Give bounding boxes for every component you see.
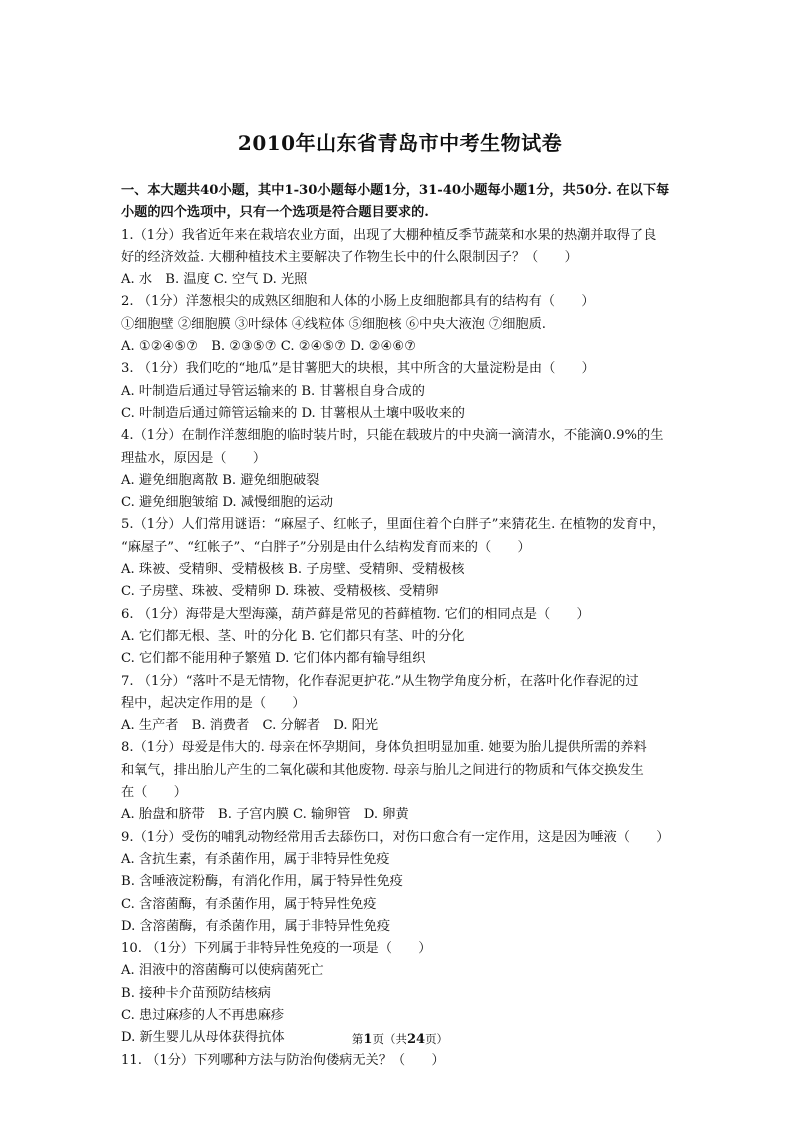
text-line: C. 它们都不能用种子繁殖 D. 它们体内都有输导组织 — [121, 651, 426, 667]
footer-total-pages: 24 — [406, 1032, 426, 1047]
text-line: A. 它们都无根、茎、叶的分化 B. 它们都只有茎、叶的分化 — [121, 628, 465, 644]
footer-middle: 页（共 — [372, 1032, 407, 1046]
text-line: C. 子房壁、珠被、受精卵 D. 珠被、受精极核、受精卵 — [121, 584, 439, 600]
text-line: B. 含唾液淀粉酶，有消化作用，属于特异性免疫 — [121, 874, 403, 890]
text-line: C. 避免细胞皱缩 D. 减慢细胞的运动 — [121, 495, 334, 511]
text-line: D. 新生婴儿从母体获得抗体 — [121, 1030, 285, 1046]
text-line: C. 患过麻疹的人不再患麻疹 — [121, 1007, 285, 1023]
text-line: A. 胎盘和脐带 B. 子宫内膜 C. 输卵管 D. 卵黄 — [121, 807, 409, 823]
text-line: A. ①②④⑤⑦ B. ②③⑤⑦ C. ②④⑤⑦ D. ②④⑥⑦ — [121, 339, 417, 355]
text-line: 4.（1分）在制作洋葱细胞的临时装片时，只能在载玻片的中央滴一滴清水，不能滴0.9%的生 — [121, 428, 664, 444]
text-line: 5.（1分）人们常用谜语：“麻屋子、红帐子，里面住着个白胖子”来猜花生. 在植物的发育中， — [121, 517, 665, 533]
text-line: 2. （1分）洋葱根尖的成熟区细胞和人体的小肠上皮细胞都具有的结构有（ ） — [121, 294, 595, 310]
footer-prefix: 第 — [351, 1032, 364, 1046]
text-line: A. 珠被、受精卵、受精极核 B. 子房壁、受精卵、受精极核 — [121, 562, 465, 578]
text-line: 9.（1分）受伤的哺乳动物经常用舌去舔伤口，对伤口愈合有一定作用，这是因为唾液（ ） — [121, 829, 670, 845]
page-footer — [0, 1031, 800, 1047]
page-title: 2010年山东省青岛市中考生物试卷 — [237, 131, 563, 155]
text-line: 3. （1分）我们吃的“地瓜”是甘薯肥大的块根，其中所含的大量淀粉是由（ ） — [121, 361, 595, 377]
text-line: A. 避免细胞离散 B. 避免细胞破裂 — [121, 472, 320, 488]
text-line: 11. （1分）下列哪种方法与防治佝偻病无关？（ ） — [121, 1052, 445, 1068]
text-line: 在（ ） — [121, 785, 187, 801]
question-body — [121, 180, 691, 1072]
text-line: B. 接种卡介苗预防结核病 — [121, 985, 271, 1001]
text-line: A. 含抗生素，有杀菌作用，属于非特异性免疫 — [121, 851, 390, 867]
section-heading-line: 一、本大题共40小题，其中1-30小题每小题1分，31-40小题每小题1分，共50分. 在以下每 — [121, 183, 670, 198]
text-line: A. 叶制造后通过导管运输来的 B. 甘薯根自身合成的 — [121, 383, 425, 399]
text-line: 8.（1分）母爱是伟大的. 母亲在怀孕期间，身体负担明显加重. 她要为胎儿提供所需的养料 — [121, 740, 647, 756]
footer-page-number: 1 — [363, 1032, 373, 1047]
text-line: 和氧气，排出胎儿产生的二氧化碳和其他废物. 母亲与胎儿之间进行的物质和气体交换发生 — [121, 762, 644, 778]
text-line: 1.（1分）我省近年来在栽培农业方面，出现了大棚种植反季节蔬菜和水果的热潮并取得了良 — [121, 227, 657, 243]
text-line: 10. （1分）下列属于非特异性免疫的一项是（ ） — [121, 941, 432, 957]
text-line: A. 水 B. 温度 C. 空气 D. 光照 — [121, 272, 308, 288]
text-line: D. 含溶菌酶，有杀菌作用，属于非特异性免疫 — [121, 918, 391, 934]
text-line: ①细胞壁 ②细胞膜 ③叶绿体 ④线粒体 ⑤细胞核 ⑥中央大液泡 ⑦细胞质. — [121, 316, 546, 332]
text-line: 6. （1分）海带是大型海藻，葫芦藓是常见的苔藓植物. 它们的相同点是（ ） — [121, 606, 590, 622]
text-line: 好的经济效益. 大棚种植技术主要解决了作物生长中的什么限制因子？（ ） — [121, 249, 578, 265]
text-line: 理盐水，原因是（ ） — [121, 450, 267, 466]
footer-suffix: 页） — [425, 1032, 449, 1046]
text-line: 7. （1分）“落叶不是无情物，化作春泥更护花.”从生物学角度分析，在落叶化作春泥的过 — [121, 673, 639, 689]
section-heading-line: 小题的四个选项中，只有一个选项是符合题目要求的. — [121, 205, 429, 221]
text-line: C. 叶制造后通过筛管运输来的 D. 甘薯根从土壤中吸收来的 — [121, 405, 465, 421]
text-line: C. 含溶菌酶，有杀菌作用，属于特异性免疫 — [121, 896, 377, 912]
text-line: A. 泪液中的溶菌酶可以使病菌死亡 — [121, 963, 324, 979]
text-line: 程中，起决定作用的是（ ） — [121, 695, 306, 711]
text-line: A. 生产者 B. 消费者 C. 分解者 D. 阳光 — [121, 718, 379, 734]
text-line: “麻屋子”、“红帐子”、“白胖子”分别是由什么结构发育而来的（ ） — [121, 539, 531, 555]
